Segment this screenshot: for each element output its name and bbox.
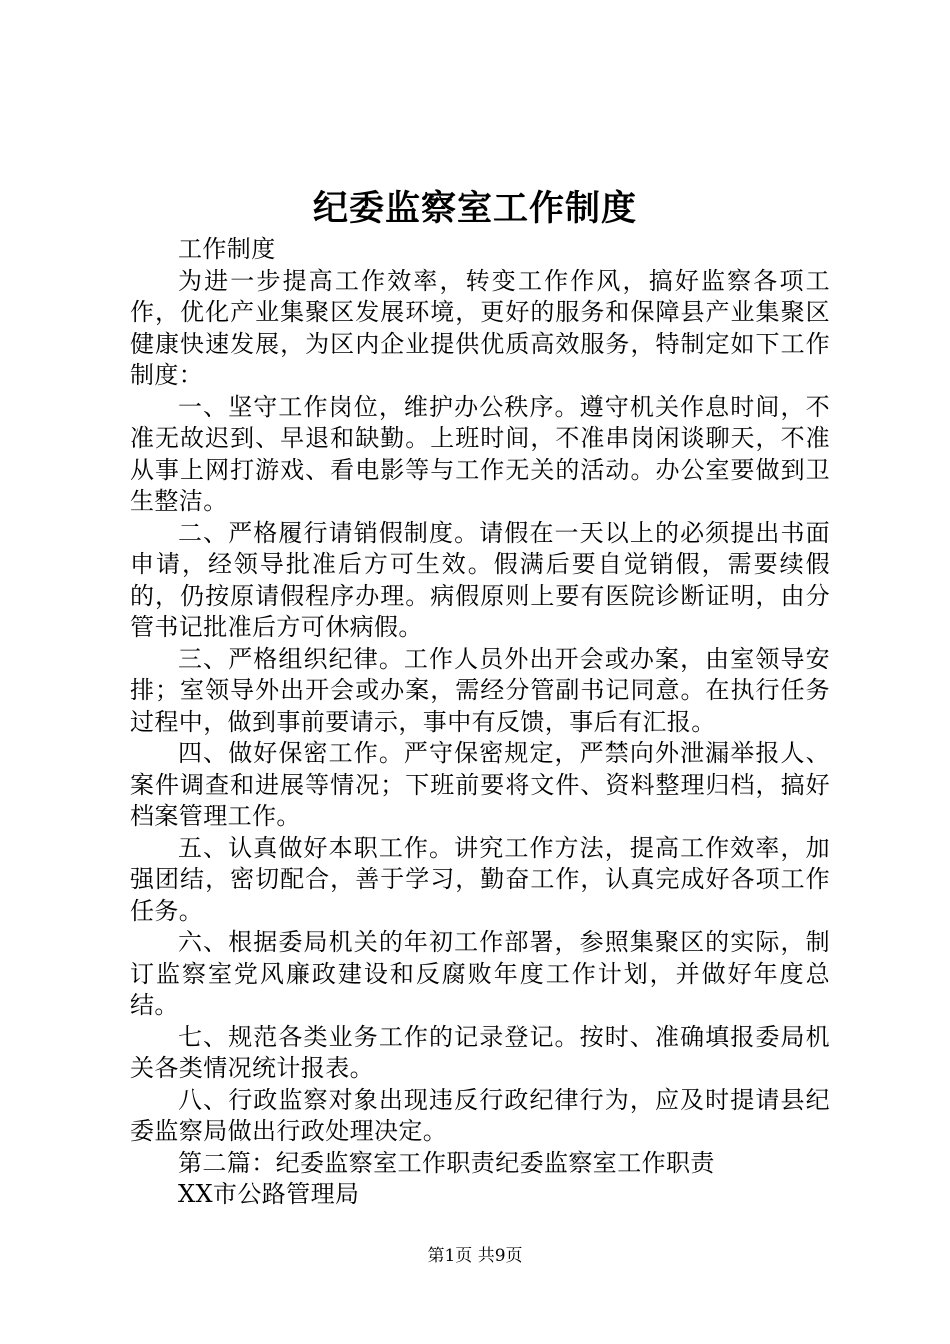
document-body (130, 234, 830, 1211)
paragraph-heading: 工作制度 (178, 235, 276, 263)
paragraph-item-2: 二、严格履行请销假制度。请假在一天以上的必须提出书面申请，经领导批准后方可生效。假满后要自觉销假，需要续假的，仍按原请假程序办理。病假原则上要有医院诊断证明，由分管书记批准后方可休病假。 (130, 518, 830, 641)
page-number-footer: 第1页 共9页 (427, 1246, 523, 1266)
paragraph-item-1: 一、坚守工作岗位，维护办公秩序。遵守机关作息时间，不准无故迟到、早退和缺勤。上班时间，不准串岗闲谈聊天，不准从事上网打游戏、看电影等与工作无关的活动。办公室要做到卫生整洁。 (130, 392, 830, 515)
paragraph-item-4: 四、做好保密工作。严守保密规定，严禁向外泄漏举报人、案件调查和进展等情况；下班前要将文件、资料整理归档，搞好档案管理工作。 (130, 739, 830, 830)
document-title: 纪委监察室工作制度 (312, 188, 637, 229)
paragraph-intro: 为进一步提高工作效率，转变工作作风，搞好监察各项工作，优化产业集聚区发展环境，更好的服务和保障县产业集聚区健康快速发展，为区内企业提供优质高效服务，特制定如下工作制度： (130, 266, 830, 389)
paragraph-item-3: 三、严格组织纪律。工作人员外出开会或办案，由室领导安排；室领导外出开会或办案，需经分管副书记同意。在执行任务过程中，做到事前要请示，事中有反馈，事后有汇报。 (130, 644, 830, 736)
paragraph-item-6: 六、根据委局机关的年初工作部署，参照集聚区的实际，制订监察室党风廉政建设和反腐败年度工作计划，并做好年度总结。 (130, 928, 830, 1019)
paragraph-item-5: 五、认真做好本职工作。讲究工作方法，提高工作效率，加强团结，密切配合，善于学习，勤奋工作，认真完成好各项工作任务。 (130, 833, 830, 925)
paragraph-section-two: 第二篇：纪委监察室工作职责纪委监察室工作职责 (178, 1148, 715, 1177)
paragraph-item-7: 七、规范各类业务工作的记录登记。按时、准确填报委局机关各类情况统计报表。 (130, 1022, 830, 1082)
paragraph-item-8: 八、行政监察对象出现违反行政纪律行为，应及时提请县纪委监察局做出行政处理决定。 (130, 1085, 830, 1145)
paragraph-organization: XX市公路管理局 (178, 1180, 360, 1208)
